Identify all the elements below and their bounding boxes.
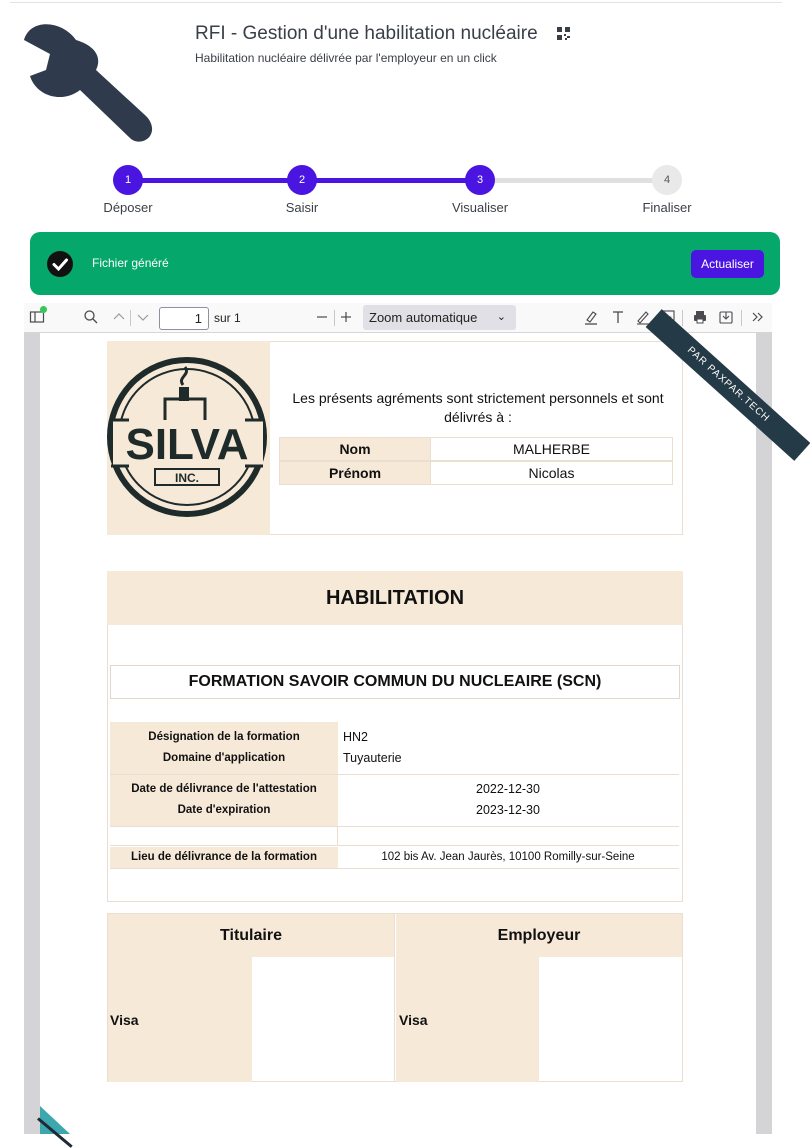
designation-value: HN2: [343, 730, 369, 744]
spacer-cell: [110, 827, 338, 845]
stepper-progress-remaining: [480, 178, 667, 183]
employeur-header: Employeur: [396, 914, 682, 957]
table-divider: [110, 868, 679, 869]
step-3-label: Visualiser: [451, 200, 509, 215]
nom-label: Nom: [280, 438, 431, 460]
step-4-label: Finaliser: [642, 200, 692, 215]
agreement-text: Les présents agréments sont strictement personnels et sont délivrés à :: [292, 390, 664, 425]
banner-message: Fichier généré: [92, 256, 169, 270]
zoom-select-value: Zoom automatique: [369, 310, 478, 325]
zoom-in-icon[interactable]: [337, 309, 355, 327]
formation-title: FORMATION SAVOIR COMMUN DU NUCLEAIRE (SCN): [110, 665, 680, 699]
text-tool-icon[interactable]: [609, 309, 627, 327]
corner-decoration: [40, 1106, 70, 1134]
page-title-text: RFI - Gestion d'une habilitation nucléaire: [195, 23, 538, 44]
designation-label: Désignation de la formation: [110, 731, 338, 743]
page-subtitle: Habilitation nucléaire délivrée par l'employeur en un click: [195, 51, 497, 65]
logo-subtext: INC.: [175, 471, 199, 485]
prenom-value: Nicolas: [528, 465, 575, 481]
more-tools-icon[interactable]: [749, 309, 767, 327]
refresh-button[interactable]: Actualiser: [691, 250, 764, 278]
print-icon[interactable]: [691, 309, 709, 327]
qr-code-icon[interactable]: [557, 27, 570, 40]
date-delivrance-label: Date de délivrance de l'attestation: [110, 783, 338, 795]
zoom-select[interactable]: [363, 305, 516, 330]
success-banner: [30, 232, 780, 295]
save-icon[interactable]: [717, 309, 735, 327]
next-page-icon[interactable]: [134, 309, 152, 327]
designation-cell: [110, 722, 338, 774]
titulaire-header: Titulaire: [108, 914, 395, 957]
highlight-icon[interactable]: [582, 309, 600, 327]
check-circle-icon: [47, 251, 73, 277]
notification-dot: [40, 306, 47, 313]
identity-row-nom: [279, 437, 673, 461]
nom-value: MALHERBE: [512, 441, 591, 457]
previous-page-icon[interactable]: [110, 309, 128, 327]
prenom-label: Prénom: [280, 462, 431, 484]
employeur-visa-box: [539, 957, 682, 1082]
top-divider: [10, 2, 782, 3]
identity-row-prenom: [279, 461, 673, 485]
step-3-dot[interactable]: 3: [465, 165, 495, 195]
domaine-label: Domaine d'application: [110, 752, 338, 764]
date-expiration-value: 2023-12-30: [476, 803, 540, 817]
date-delivrance-value: 2022-12-30: [476, 782, 540, 796]
toolbar-separator: [741, 310, 742, 326]
company-logo: [107, 341, 270, 535]
step-2-dot[interactable]: 2: [287, 165, 317, 195]
page-title: [195, 23, 570, 45]
titulaire-visa-label: Visa: [110, 1012, 139, 1028]
titulaire-visa-box: [252, 957, 395, 1082]
step-1-label: Déposer: [103, 200, 153, 215]
watermark-ribbon: PAR PAXPAR.TECH: [646, 309, 810, 461]
page-count: sur 1: [214, 311, 241, 325]
domaine-value: Tuyauterie: [343, 751, 402, 765]
step-4-dot[interactable]: 4: [652, 165, 682, 195]
zoom-out-icon[interactable]: [313, 309, 331, 327]
step-2-label: Saisir: [285, 200, 319, 215]
lieu-label: Lieu de délivrance de la formation: [110, 851, 338, 863]
pdf-viewer[interactable]: [24, 333, 772, 1134]
wrench-icon: [22, 18, 154, 146]
toolbar-separator: [682, 310, 683, 326]
logo-text: SILVA: [125, 420, 249, 469]
step-1-dot[interactable]: 1: [113, 165, 143, 195]
habilitation-title: HABILITATION: [107, 571, 683, 625]
lieu-value: 102 bis Av. Jean Jaurès, 10100 Romilly-sur-Seine: [381, 851, 635, 863]
employeur-visa-label: Visa: [399, 1012, 428, 1028]
toolbar-separator: [334, 310, 335, 326]
date-expiration-label: Date d'expiration: [110, 804, 338, 816]
table-divider: [110, 845, 679, 846]
pdf-page: [40, 333, 772, 1134]
chevron-down-icon: ⌄: [496, 311, 506, 323]
page-number-input[interactable]: [159, 307, 209, 330]
search-icon[interactable]: [82, 309, 100, 327]
toolbar-separator: [130, 310, 131, 326]
